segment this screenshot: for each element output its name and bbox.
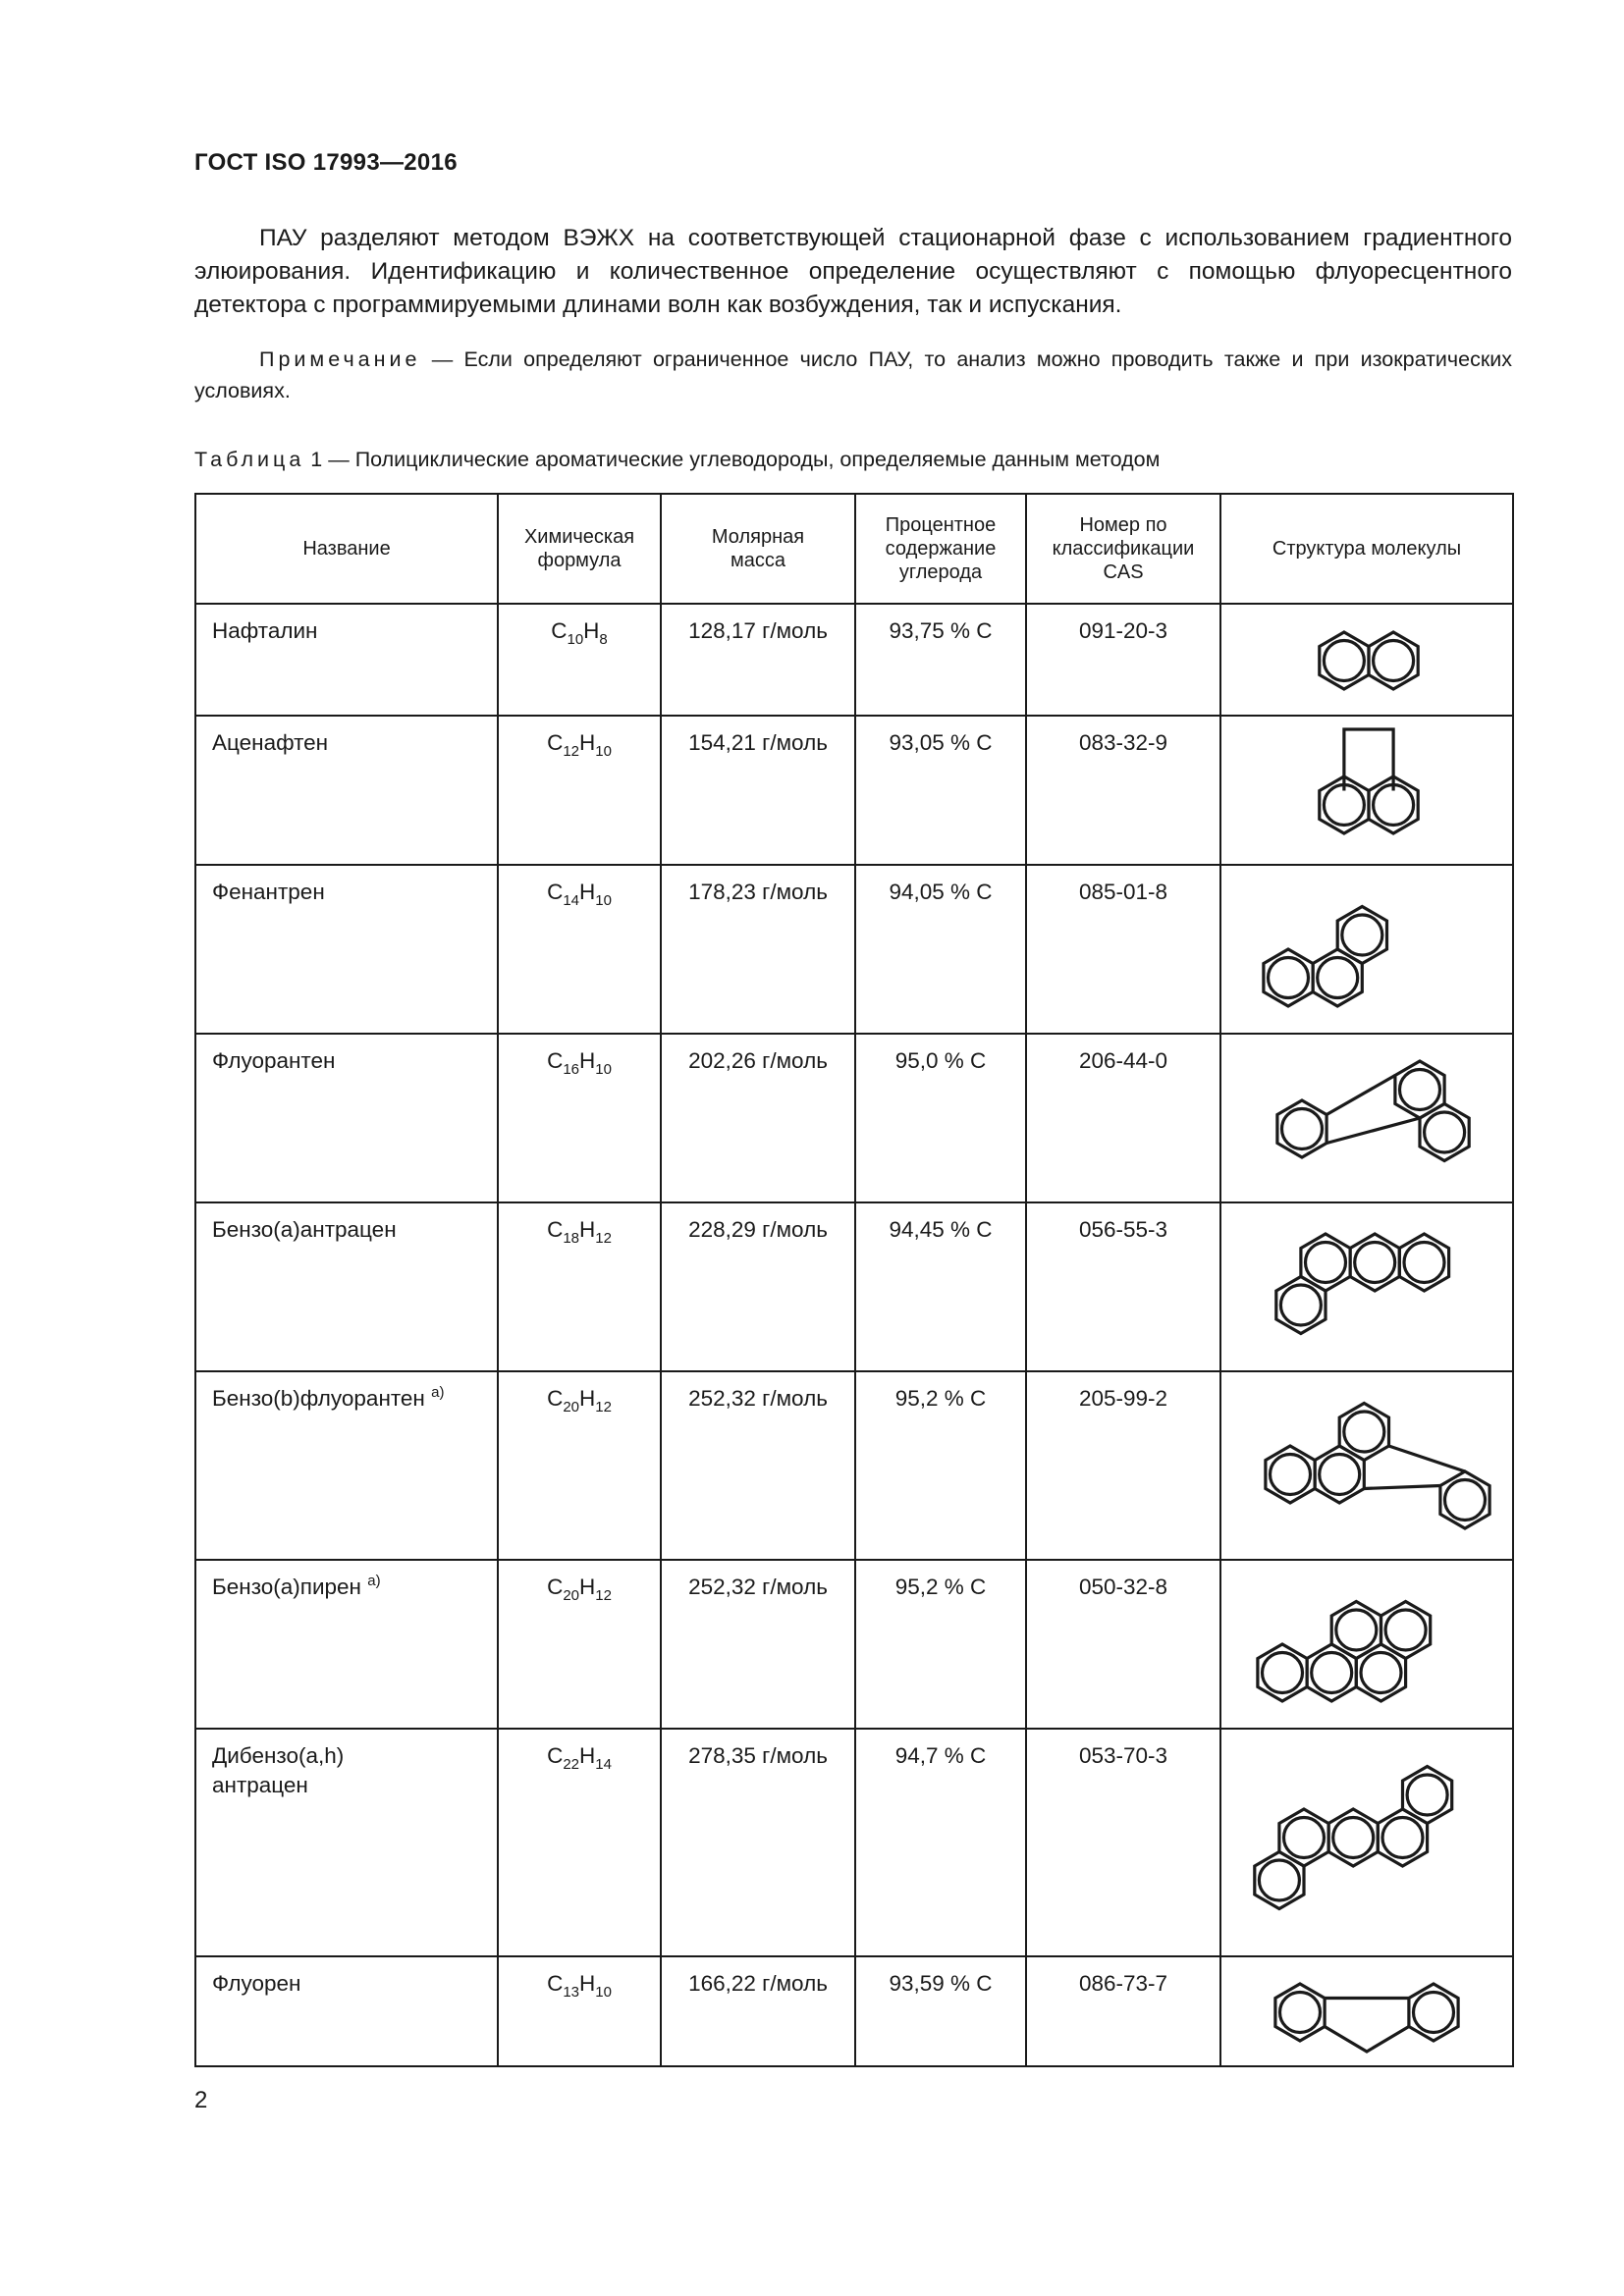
cell-structure bbox=[1220, 604, 1513, 716]
fluoranthene-structure-icon bbox=[1221, 1035, 1512, 1201]
formula-c: C bbox=[547, 880, 564, 904]
chemical-formula bbox=[547, 1048, 612, 1078]
cell-molar-mass: 166,22 г/моль bbox=[661, 1956, 855, 2066]
formula-h: H bbox=[579, 730, 596, 755]
formula-cn: 20 bbox=[563, 1399, 579, 1415]
formula-hn: 10 bbox=[595, 743, 612, 760]
cell-name bbox=[195, 865, 498, 1034]
cell-molar-mass: 252,32 г/моль bbox=[661, 1371, 855, 1560]
table-header-row bbox=[195, 494, 1513, 604]
column-header-cas: Номер по классификации CAS bbox=[1026, 494, 1220, 604]
chemical-formula bbox=[547, 1971, 612, 2001]
cell-carbon-content: 94,7 % C bbox=[855, 1729, 1026, 1956]
table-row bbox=[195, 1729, 1513, 1956]
benzo-a-pyrene-structure-icon bbox=[1221, 1561, 1512, 1728]
cell-carbon-content: 95,0 % C bbox=[855, 1034, 1026, 1202]
cell-name bbox=[195, 1956, 498, 2066]
acenaphthene-structure-icon bbox=[1221, 717, 1512, 864]
cell-molar-mass: 128,17 г/моль bbox=[661, 604, 855, 716]
column-header-mass: Молярная масса bbox=[661, 494, 855, 604]
cell-formula bbox=[498, 716, 661, 865]
chemical-formula bbox=[547, 880, 612, 909]
formula-cn: 14 bbox=[563, 892, 579, 909]
formula-h: H bbox=[579, 1971, 596, 1996]
formula-hn: 12 bbox=[595, 1230, 612, 1247]
formula-cn: 22 bbox=[563, 1756, 579, 1773]
table-caption bbox=[194, 448, 1160, 472]
cell-structure bbox=[1220, 865, 1513, 1034]
chemical-formula bbox=[547, 730, 612, 760]
formula-hn: 12 bbox=[595, 1587, 612, 1604]
table-caption-text: 1 — Полициклические ароматические углеводороды, определяемые данным методом bbox=[304, 448, 1161, 471]
cell-carbon-content: 94,45 % C bbox=[855, 1202, 1026, 1371]
document-header: ГОСТ ISO 17993—2016 bbox=[194, 149, 458, 176]
column-header-structure: Структура молекулы bbox=[1220, 494, 1513, 604]
cell-formula bbox=[498, 1560, 661, 1729]
formula-h: H bbox=[579, 880, 596, 904]
formula-h: H bbox=[579, 1217, 596, 1242]
formula-cn: 20 bbox=[563, 1587, 579, 1604]
table-row bbox=[195, 1202, 1513, 1371]
compound-name: Флуорантен bbox=[212, 1048, 336, 1073]
table-row bbox=[195, 1371, 1513, 1560]
cell-formula bbox=[498, 1956, 661, 2066]
formula-h: H bbox=[579, 1048, 596, 1073]
cell-carbon-content: 93,75 % C bbox=[855, 604, 1026, 716]
formula-hn: 12 bbox=[595, 1399, 612, 1415]
intro-paragraph: ПАУ разделяют методом ВЭЖХ на соответствующей стационарной фазе с использованием градиентного элюирования. Идентификацию и количественное определение осуществляют с помощью флуоресцентного детектора с программируемыми длинами волн как возбуждения, так и испускания. bbox=[194, 225, 1512, 318]
formula-cn: 10 bbox=[567, 631, 584, 648]
cell-name bbox=[195, 1034, 498, 1202]
cell-formula bbox=[498, 1729, 661, 1956]
note-label: Примечание bbox=[259, 347, 421, 371]
chemical-formula bbox=[547, 1217, 612, 1247]
table-row bbox=[195, 604, 1513, 716]
footnote-mark: a) bbox=[367, 1573, 381, 1589]
cell-formula bbox=[498, 1202, 661, 1371]
table-row bbox=[195, 1560, 1513, 1729]
cell-formula bbox=[498, 1371, 661, 1560]
formula-cn: 12 bbox=[563, 743, 579, 760]
cell-structure bbox=[1220, 1560, 1513, 1729]
formula-h: H bbox=[579, 1743, 596, 1768]
cell-structure bbox=[1220, 1729, 1513, 1956]
page-number: 2 bbox=[194, 2087, 208, 2113]
cell-cas-number: 205-99-2 bbox=[1026, 1371, 1220, 1560]
formula-c: C bbox=[547, 1217, 564, 1242]
compound-name: Аценафтен bbox=[212, 730, 329, 755]
compound-name: Бензо(b)флуорантен bbox=[212, 1386, 425, 1411]
compound-name: Фенантрен bbox=[212, 880, 325, 904]
chemical-formula bbox=[547, 1743, 612, 1773]
formula-hn: 14 bbox=[595, 1756, 612, 1773]
phenanthrene-structure-icon bbox=[1221, 866, 1512, 1033]
note-paragraph bbox=[194, 344, 1512, 406]
table-row bbox=[195, 1034, 1513, 1202]
chemical-formula bbox=[547, 1386, 612, 1415]
cell-carbon-content: 95,2 % C bbox=[855, 1560, 1026, 1729]
cell-structure bbox=[1220, 1956, 1513, 2066]
cell-structure bbox=[1220, 1371, 1513, 1560]
cell-cas-number: 206-44-0 bbox=[1026, 1034, 1220, 1202]
cell-structure bbox=[1220, 1202, 1513, 1371]
chemical-formula bbox=[551, 618, 608, 648]
cell-cas-number: 056-55-3 bbox=[1026, 1202, 1220, 1371]
fluorene-structure-icon bbox=[1221, 1957, 1512, 2065]
formula-cn: 18 bbox=[563, 1230, 579, 1247]
cell-molar-mass: 278,35 г/моль bbox=[661, 1729, 855, 1956]
column-header-formula: Химическая формула bbox=[498, 494, 661, 604]
note-text: — Если определяют ограниченное число ПАУ, то анализ можно проводить также и при изократических условиях. bbox=[194, 347, 1512, 402]
cell-formula bbox=[498, 1034, 661, 1202]
compound-name: Дибензо(a,h) антрацен bbox=[212, 1743, 345, 1797]
cell-cas-number: 086-73-7 bbox=[1026, 1956, 1220, 2066]
formula-c: C bbox=[547, 1971, 564, 1996]
cell-molar-mass: 228,29 г/моль bbox=[661, 1202, 855, 1371]
compound-name: Бензо(а)антрацен bbox=[212, 1217, 397, 1242]
naphthalene-structure-icon bbox=[1221, 605, 1512, 715]
column-header-carbon: Процентное содержание углерода bbox=[855, 494, 1026, 604]
formula-h: H bbox=[579, 1575, 596, 1599]
formula-c: C bbox=[547, 1048, 564, 1073]
pah-table bbox=[194, 493, 1514, 2067]
cell-name bbox=[195, 604, 498, 716]
cell-cas-number: 053-70-3 bbox=[1026, 1729, 1220, 1956]
compound-name: Нафталин bbox=[212, 618, 318, 643]
cell-cas-number: 083-32-9 bbox=[1026, 716, 1220, 865]
cell-structure bbox=[1220, 1034, 1513, 1202]
benzo-b-fluoranthene-structure-icon bbox=[1221, 1372, 1512, 1559]
cell-formula bbox=[498, 604, 661, 716]
cell-cas-number: 085-01-8 bbox=[1026, 865, 1220, 1034]
formula-h: H bbox=[583, 618, 600, 643]
table-row bbox=[195, 716, 1513, 865]
table-caption-label: Таблица bbox=[194, 448, 305, 471]
cell-molar-mass: 154,21 г/моль bbox=[661, 716, 855, 865]
formula-h: H bbox=[579, 1386, 596, 1411]
table-row bbox=[195, 865, 1513, 1034]
formula-c: C bbox=[547, 730, 564, 755]
formula-hn: 8 bbox=[599, 631, 608, 648]
cell-molar-mass: 252,32 г/моль bbox=[661, 1560, 855, 1729]
cell-carbon-content: 93,59 % C bbox=[855, 1956, 1026, 2066]
cell-carbon-content: 94,05 % C bbox=[855, 865, 1026, 1034]
benz-a-anthracene-structure-icon bbox=[1221, 1203, 1512, 1370]
cell-name bbox=[195, 1202, 498, 1371]
formula-cn: 16 bbox=[563, 1061, 579, 1078]
formula-c: C bbox=[547, 1743, 564, 1768]
cell-name bbox=[195, 716, 498, 865]
formula-c: C bbox=[547, 1386, 564, 1411]
cell-molar-mass: 202,26 г/моль bbox=[661, 1034, 855, 1202]
dibenz-a-h-anthracene-structure-icon bbox=[1221, 1730, 1512, 1955]
cell-name bbox=[195, 1729, 498, 1956]
cell-name bbox=[195, 1560, 498, 1729]
cell-cas-number: 050-32-8 bbox=[1026, 1560, 1220, 1729]
table-row bbox=[195, 1956, 1513, 2066]
formula-c: C bbox=[551, 618, 568, 643]
compound-name: Флуорен bbox=[212, 1971, 301, 1996]
chemical-formula bbox=[547, 1575, 612, 1604]
column-header-name: Название bbox=[195, 494, 498, 604]
cell-structure bbox=[1220, 716, 1513, 865]
formula-hn: 10 bbox=[595, 892, 612, 909]
formula-cn: 13 bbox=[563, 1984, 579, 2001]
formula-hn: 10 bbox=[595, 1984, 612, 2001]
cell-name bbox=[195, 1371, 498, 1560]
cell-carbon-content: 93,05 % C bbox=[855, 716, 1026, 865]
footnote-mark: a) bbox=[431, 1384, 445, 1401]
compound-name: Бензо(а)пирен bbox=[212, 1575, 361, 1599]
formula-c: C bbox=[547, 1575, 564, 1599]
cell-cas-number: 091-20-3 bbox=[1026, 604, 1220, 716]
cell-molar-mass: 178,23 г/моль bbox=[661, 865, 855, 1034]
formula-hn: 10 bbox=[595, 1061, 612, 1078]
cell-formula bbox=[498, 865, 661, 1034]
cell-carbon-content: 95,2 % C bbox=[855, 1371, 1026, 1560]
